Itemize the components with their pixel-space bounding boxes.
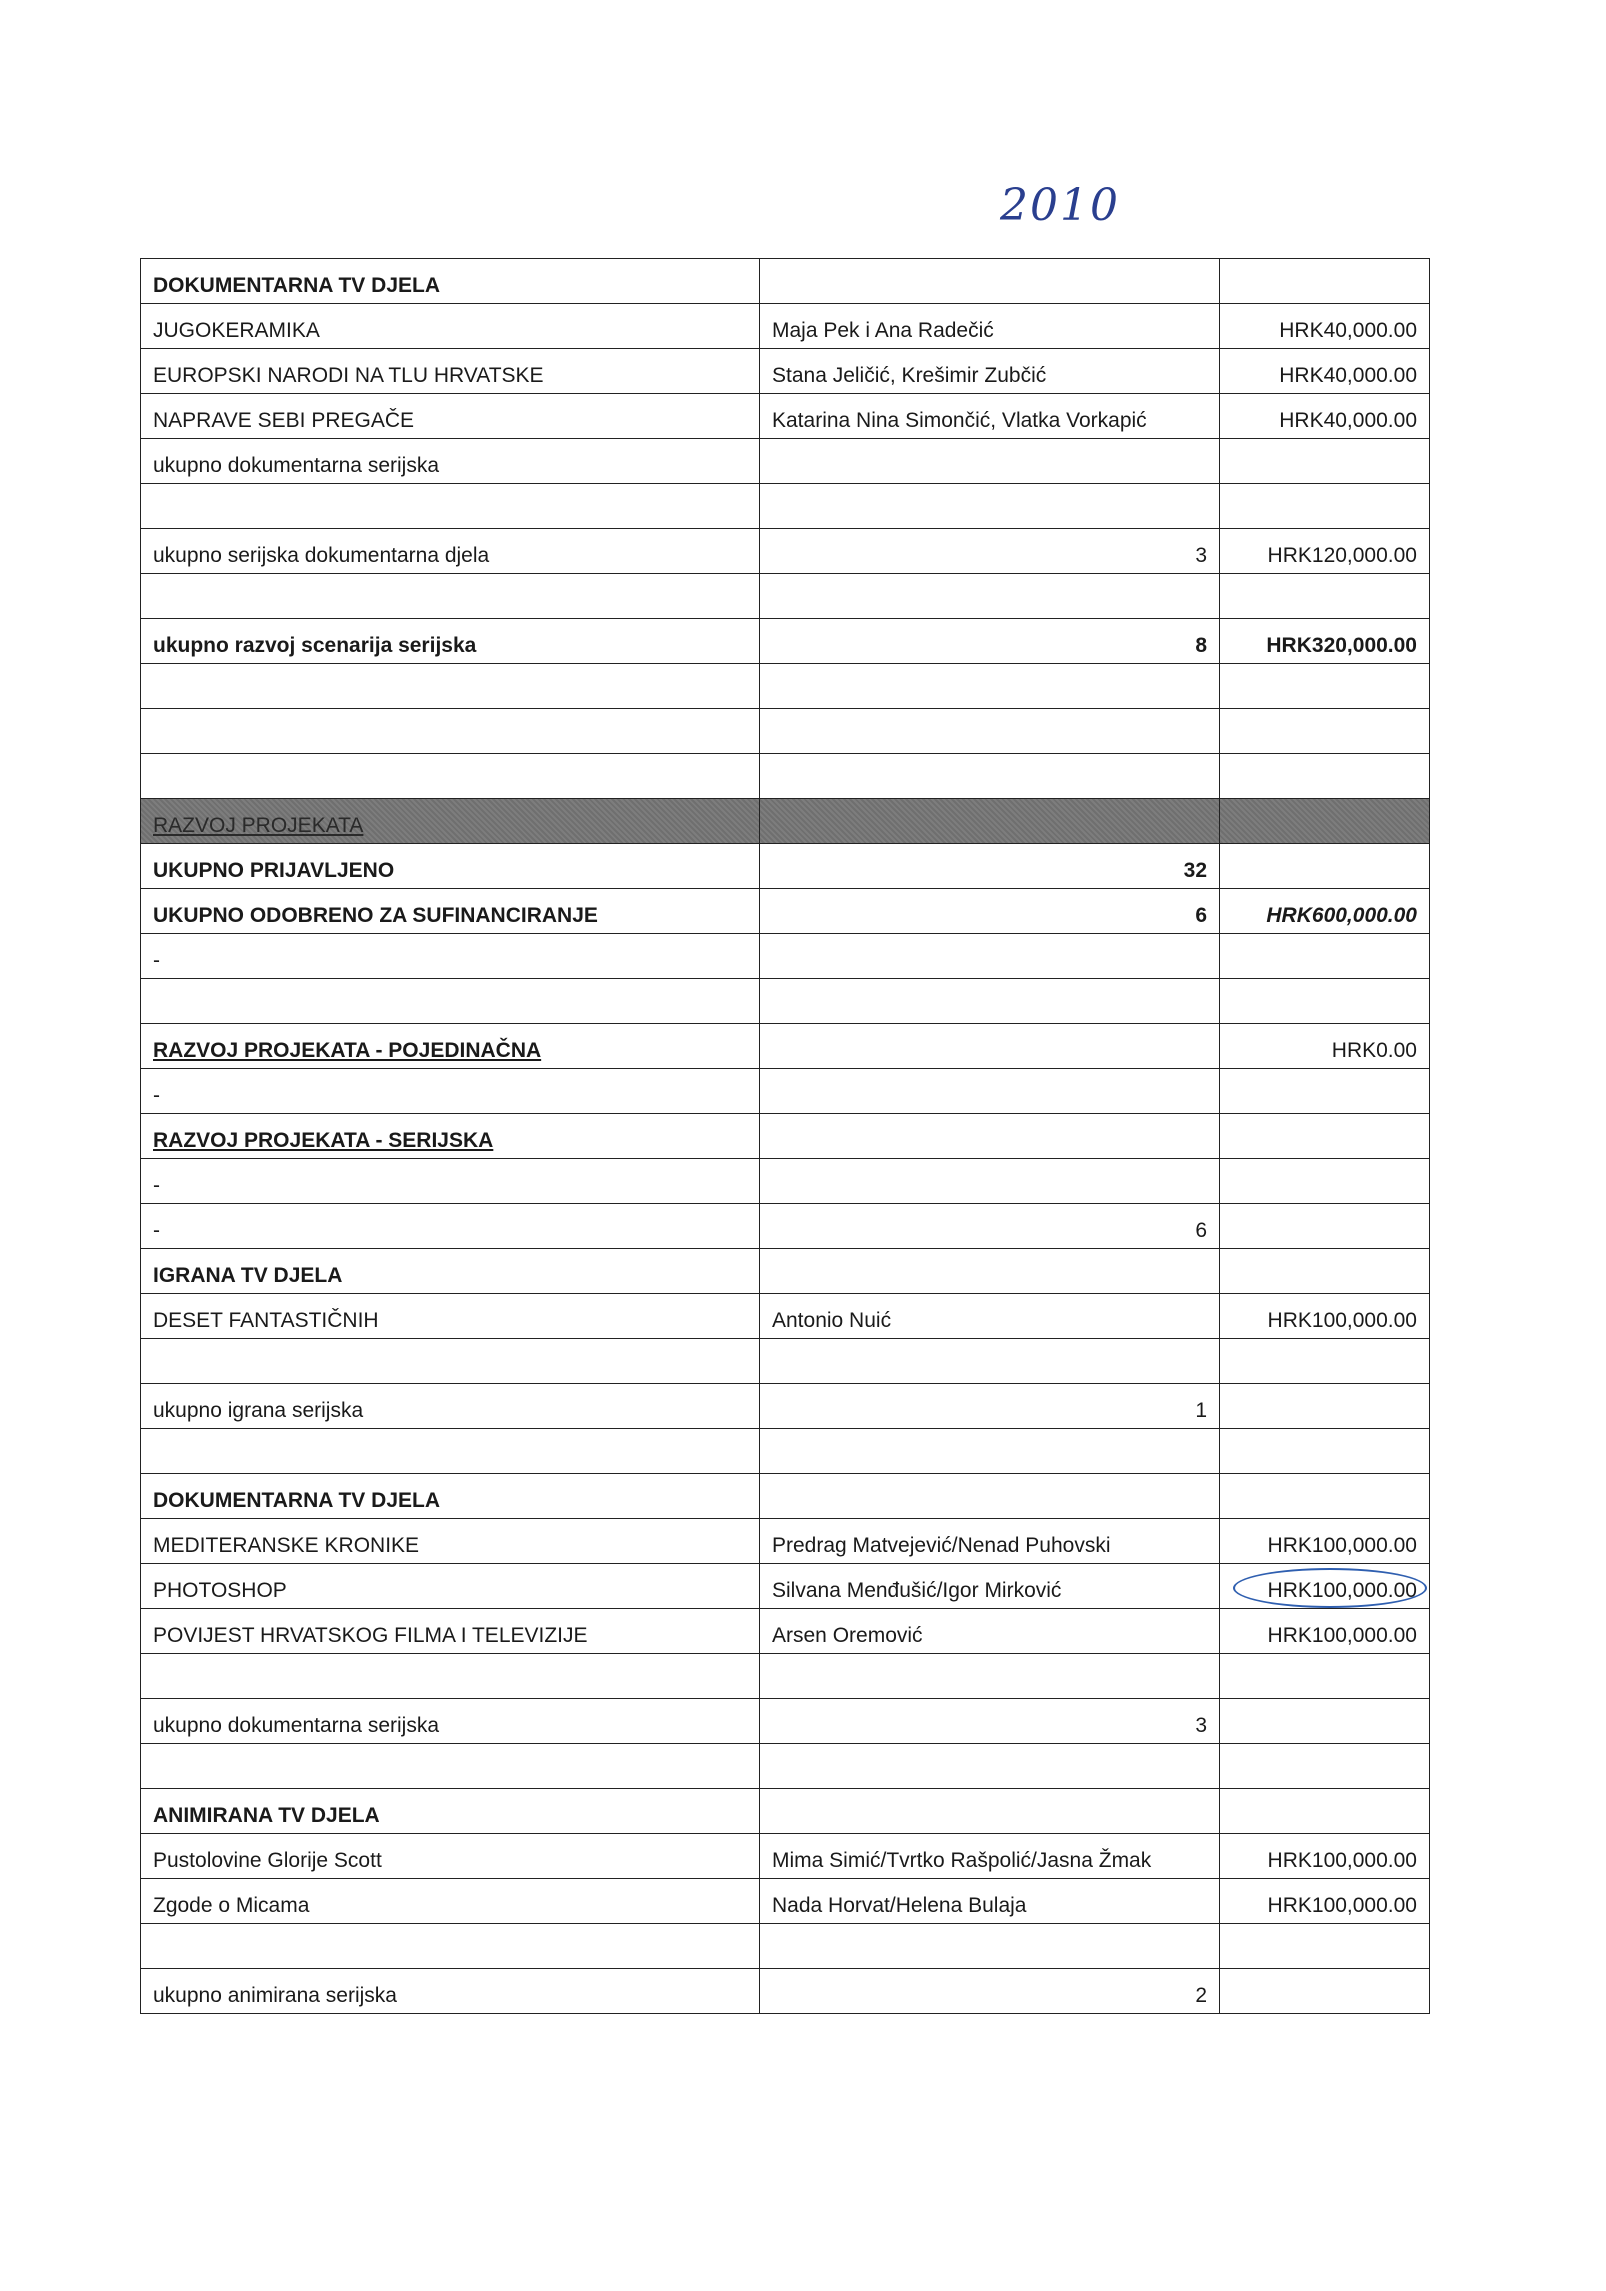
row-amount: HRK40,000.00 — [1220, 394, 1430, 438]
table-row — [140, 1699, 1430, 1744]
row-amount: HRK0.00 — [1220, 1024, 1430, 1068]
row-title: Zgode o Micama — [140, 1879, 760, 1923]
table-row — [140, 1339, 1430, 1384]
row-amount — [1220, 709, 1430, 753]
row-title: DOKUMENTARNA TV DJELA — [140, 259, 760, 303]
row-title — [140, 754, 760, 798]
row-title: JUGOKERAMIKA — [140, 304, 760, 348]
row-authors — [760, 754, 1220, 798]
row-title: ukupno serijska dokumentarna djela — [140, 529, 760, 573]
row-amount — [1220, 1384, 1430, 1428]
row-authors — [760, 484, 1220, 528]
table-row — [140, 1609, 1430, 1654]
funding-table — [140, 258, 1430, 2014]
table-row — [140, 1114, 1430, 1159]
table-row — [140, 439, 1430, 484]
table-row — [140, 619, 1430, 664]
row-amount — [1220, 1159, 1430, 1203]
row-title: DESET FANTASTIČNIH — [140, 1294, 760, 1338]
row-amount — [1220, 1969, 1430, 2013]
row-amount — [1220, 1204, 1430, 1248]
row-authors — [760, 1249, 1220, 1293]
row-title: POVIJEST HRVATSKOG FILMA I TELEVIZIJE — [140, 1609, 760, 1653]
row-authors — [760, 1474, 1220, 1518]
table-row — [140, 1069, 1430, 1114]
row-title: - — [140, 1159, 760, 1203]
row-authors: Antonio Nuić — [760, 1294, 1220, 1338]
handwritten-circle-mark — [1233, 1568, 1427, 1608]
row-title: RAZVOJ PROJEKATA - POJEDINAČNA — [140, 1024, 760, 1068]
row-title — [140, 979, 760, 1023]
table-row — [140, 1564, 1430, 1609]
row-amount — [1220, 1069, 1430, 1113]
row-title: EUROPSKI NARODI NA TLU HRVATSKE — [140, 349, 760, 393]
row-authors — [760, 979, 1220, 1023]
handwritten-year: 2010 — [1000, 180, 1120, 231]
row-authors — [760, 1654, 1220, 1698]
row-amount — [1220, 1789, 1430, 1833]
row-title: ukupno animirana serijska — [140, 1969, 760, 2013]
table-row — [140, 889, 1430, 934]
row-amount — [1220, 484, 1430, 528]
row-amount: HRK320,000.00 — [1220, 619, 1430, 663]
row-title — [140, 1924, 760, 1968]
table-row — [140, 1204, 1430, 1249]
row-authors — [760, 664, 1220, 708]
table-row — [140, 1024, 1430, 1069]
row-authors — [760, 259, 1220, 303]
row-authors: Predrag Matvejević/Nenad Puhovski — [760, 1519, 1220, 1563]
row-title: NAPRAVE SEBI PREGAČE — [140, 394, 760, 438]
table-row — [140, 574, 1430, 619]
row-amount — [1220, 1474, 1430, 1518]
row-title: ukupno dokumentarna serijska — [140, 439, 760, 483]
row-title: ukupno dokumentarna serijska — [140, 1699, 760, 1743]
row-authors — [760, 709, 1220, 753]
row-authors: Silvana Menđušić/Igor Mirković — [760, 1564, 1220, 1608]
row-title: RAZVOJ PROJEKATA — [140, 799, 760, 843]
row-amount — [1220, 1744, 1430, 1788]
table-row — [140, 1384, 1430, 1429]
row-authors: Stana Jeličić, Krešimir Zubčić — [760, 349, 1220, 393]
table-row — [140, 484, 1430, 529]
row-title: Pustolovine Glorije Scott — [140, 1834, 760, 1878]
table-row — [140, 1429, 1430, 1474]
table-row — [140, 979, 1430, 1024]
table-row — [140, 258, 1430, 304]
row-authors — [760, 1069, 1220, 1113]
row-title: UKUPNO PRIJAVLJENO — [140, 844, 760, 888]
table-row — [140, 1159, 1430, 1204]
table-row — [140, 1474, 1430, 1519]
row-amount — [1220, 1924, 1430, 1968]
row-amount — [1220, 979, 1430, 1023]
row-amount — [1220, 844, 1430, 888]
row-authors — [760, 799, 1220, 843]
row-title: - — [140, 1204, 760, 1248]
row-amount: HRK120,000.00 — [1220, 529, 1430, 573]
row-amount: HRK100,000.00 — [1220, 1519, 1430, 1563]
row-title — [140, 574, 760, 618]
row-title: DOKUMENTARNA TV DJELA — [140, 1474, 760, 1518]
table-row — [140, 1294, 1430, 1339]
row-amount — [1220, 1654, 1430, 1698]
row-title — [140, 1654, 760, 1698]
table-row — [140, 1249, 1430, 1294]
row-amount: HRK100,000.00 — [1220, 1879, 1430, 1923]
row-amount — [1220, 1429, 1430, 1473]
table-row — [140, 1789, 1430, 1834]
row-amount — [1220, 754, 1430, 798]
table-row — [140, 1834, 1430, 1879]
table-row — [140, 349, 1430, 394]
row-amount: HRK100,000.00 — [1220, 1834, 1430, 1878]
table-row — [140, 1654, 1430, 1699]
row-title: RAZVOJ PROJEKATA - SERIJSKA — [140, 1114, 760, 1158]
row-authors — [760, 934, 1220, 978]
table-row — [140, 394, 1430, 439]
row-authors — [760, 1114, 1220, 1158]
table-row — [140, 709, 1430, 754]
table-row — [140, 664, 1430, 709]
table-row — [140, 1519, 1430, 1564]
row-title — [140, 709, 760, 753]
row-amount: HRK600,000.00 — [1220, 889, 1430, 933]
row-authors — [760, 1924, 1220, 1968]
row-title: ukupno igrana serijska — [140, 1384, 760, 1428]
row-amount — [1220, 259, 1430, 303]
row-title: ukupno razvoj scenarija serijska — [140, 619, 760, 663]
row-amount — [1220, 664, 1430, 708]
row-amount — [1220, 1699, 1430, 1743]
row-amount — [1220, 799, 1430, 843]
row-authors: Mima Simić/Tvrtko Rašpolić/Jasna Žmak — [760, 1834, 1220, 1878]
table-row — [140, 304, 1430, 349]
row-title: UKUPNO ODOBRENO ZA SUFINANCIRANJE — [140, 889, 760, 933]
row-count: 6 — [760, 1204, 1220, 1248]
row-authors — [760, 1159, 1220, 1203]
table-row — [140, 1879, 1430, 1924]
row-count: 2 — [760, 1969, 1220, 2013]
row-title — [140, 664, 760, 708]
row-authors: Maja Pek i Ana Radečić — [760, 304, 1220, 348]
row-title — [140, 484, 760, 528]
row-amount — [1220, 1114, 1430, 1158]
row-title: PHOTOSHOP — [140, 1564, 760, 1608]
table-row — [140, 1924, 1430, 1969]
row-title: - — [140, 934, 760, 978]
table-row — [140, 754, 1430, 799]
row-title: MEDITERANSKE KRONIKE — [140, 1519, 760, 1563]
row-amount — [1220, 1249, 1430, 1293]
row-count: 8 — [760, 619, 1220, 663]
row-count: 32 — [760, 844, 1220, 888]
row-amount — [1220, 574, 1430, 618]
row-authors — [760, 1429, 1220, 1473]
table-row — [140, 1744, 1430, 1789]
row-authors — [760, 1744, 1220, 1788]
table-row — [140, 529, 1430, 574]
row-amount: HRK100,000.00 — [1220, 1294, 1430, 1338]
row-authors — [760, 574, 1220, 618]
row-authors — [760, 439, 1220, 483]
row-authors — [760, 1339, 1220, 1383]
row-title: IGRANA TV DJELA — [140, 1249, 760, 1293]
row-amount — [1220, 439, 1430, 483]
table-row — [140, 934, 1430, 979]
table-row — [140, 844, 1430, 889]
row-amount — [1220, 934, 1430, 978]
row-authors: Nada Horvat/Helena Bulaja — [760, 1879, 1220, 1923]
row-authors: Arsen Oremović — [760, 1609, 1220, 1653]
row-amount: HRK100,000.00 — [1220, 1564, 1430, 1608]
row-title: - — [140, 1069, 760, 1113]
table-row — [140, 1969, 1430, 2014]
row-title — [140, 1339, 760, 1383]
row-count: 3 — [760, 1699, 1220, 1743]
row-amount: HRK100,000.00 — [1220, 1609, 1430, 1653]
row-count: 3 — [760, 529, 1220, 573]
row-title: ANIMIRANA TV DJELA — [140, 1789, 760, 1833]
row-title — [140, 1744, 760, 1788]
row-count: 6 — [760, 889, 1220, 933]
row-authors — [760, 1789, 1220, 1833]
row-count: 1 — [760, 1384, 1220, 1428]
row-amount — [1220, 1339, 1430, 1383]
row-amount: HRK40,000.00 — [1220, 304, 1430, 348]
row-amount: HRK40,000.00 — [1220, 349, 1430, 393]
table-row — [140, 799, 1430, 844]
row-authors: Katarina Nina Simončić, Vlatka Vorkapić — [760, 394, 1220, 438]
row-title — [140, 1429, 760, 1473]
row-authors — [760, 1024, 1220, 1068]
